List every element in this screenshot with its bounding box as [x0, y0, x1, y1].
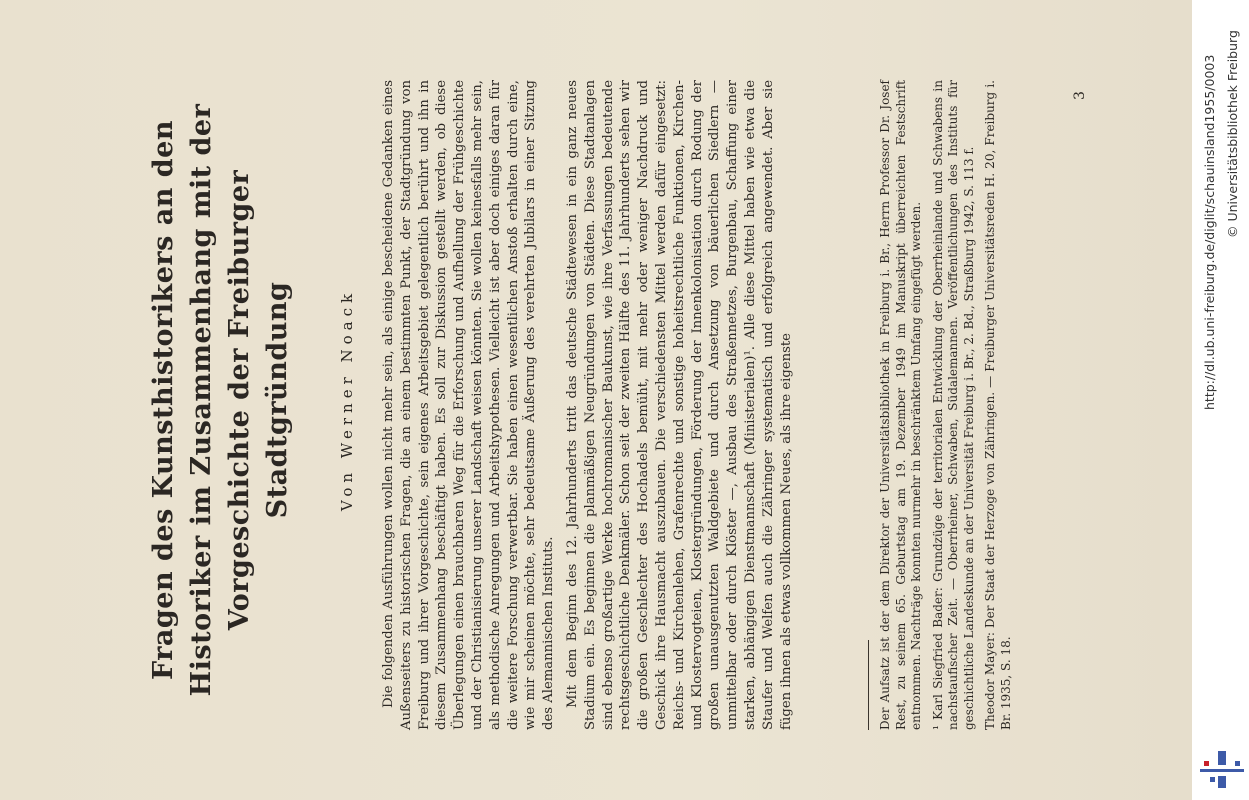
article-body	[380, 80, 801, 730]
footnotes	[878, 80, 1020, 730]
body-paragraph: Mit dem Beginn des 12. Jahrhunderts tritt das deutsche Städtewesen in ein ganz neues Stadium ein. Es beginnen die planmäßigen Neugründungen von Städten. Diese Stadtanlagen sind ebenso großartige Werke hochromanischer Baukunst, wie ihre Verfassungen bedeutende rechtsgeschichtliche Denkmäler. Schon seit der zweiten Hälfte des 11. Jahrhunderts sehen wir die großen Geschlechter des Hochadels bemüht, mit mehr oder weniger Nachdruck und Geschick ihre Hausmacht auszubauen. Die verschiedensten Mittel werden dafür eingesetzt: Reichs- und Kirchenlehen, Grafenrechte und sonstige hoheitsrechtliche Funktionen, Kirchen- und Klostervogteien, Klostergründungen, Förderung der Innenkolonisation durch Rodung der großen unausgenutzten Waldgebiete und durch Ansetzung von bäuerlichen Siedlern — unmittelbar oder durch Klöster —, Ausbau des Straßennetzes, Burgenbau, Schaffung einer starken, abhängigen Dienstmannschaft (Ministerialen)¹. Alle diese Mittel haben wie etwa die Staufer und Welfen auch die Zähringer systematisch und erfolgreich angewendet. Aber sie fügen ihnen als etwas vollkommen Neues, als ihre eigenste	[564, 80, 794, 730]
viewer-sidebar	[1192, 0, 1249, 800]
article-title: Fragen des Kunsthistorikers an den Historiker im Zusammenhang mit der Vorgeschichte der Freiburger Stadtgründung	[148, 103, 293, 697]
footnote: Der Aufsatz ist der dem Direktor der Universitätsbibliothek in Freiburg i. Br., Herrn Professor Dr. Josef Rest, zu seinem 65. Geburtstag am 19. Dezember 1949 im Manuskript überreichten Festschrift entnommen. Nachträge konnten nurmehr in beschränktem Umfang eingefügt werden.	[878, 80, 923, 730]
copyright-notice: © Universitätsbibliothek Freiburg	[1225, 30, 1240, 238]
page-number: 3	[1072, 91, 1088, 100]
footnote: ¹ Karl Siegfried Bader: Grundzüge der territorialen Entwicklung der Oberrheinlande und Schwabens in nachstaufischer Zeit. — Oberrheiner, Schwaben, Südalemannen. Veröffentlichungen des Instituts für geschichtliche Landeskunde an der Universität Freiburg i. Br., 2. Bd., Straßburg 1942, S. 113 f.	[930, 80, 976, 730]
footnote-divider	[868, 640, 869, 730]
ub-freiburg-logo-icon	[1200, 747, 1244, 791]
permalink-url[interactable]: http://dl.ub.uni-freiburg.de/diglit/schauinsland1955/0003	[1202, 54, 1217, 410]
body-paragraph: Die folgenden Ausführungen wollen nicht mehr sein, als einige bescheidene Gedanken eines Außenseiters zu historischen Fragen, die an einem bestimmten Punkt, der Stadtgründung von Freiburg und ihrer Vorgeschichte, sein eigenes Arbeitsgebiet gelegentlich berührt und ihn in diesem Zusammenhang beschäftigt haben. Es soll zur Diskussion gestellt werden, ob diese Überlegungen einen brauchbaren Weg für die Erforschung und Aufhellung der Frühgeschichte und der Christianisierung unserer Landschaft weisen könnten. Sie wollen keinesfalls mehr sein, als methodische Anregungen und Arbeitshypothesen. Vielleicht ist aber doch einiges daran für die weitere Forschung verwertbar. Sie haben einen wesentlichen Anstoß erhalten durch eine, wie mir scheinen möchte, sehr bedeutsame Äußerung des verehrten Jubilars in einer Sitzung des Alemannischen Instituts.	[381, 80, 557, 730]
article-author: Von Werner Noack	[338, 288, 356, 512]
footnote: Theodor Mayer: Der Staat der Herzoge von Zähringen. — Freiburger Universitätsreden H. 20, Freiburg i. Br. 1935, S. 18.	[983, 80, 1013, 730]
